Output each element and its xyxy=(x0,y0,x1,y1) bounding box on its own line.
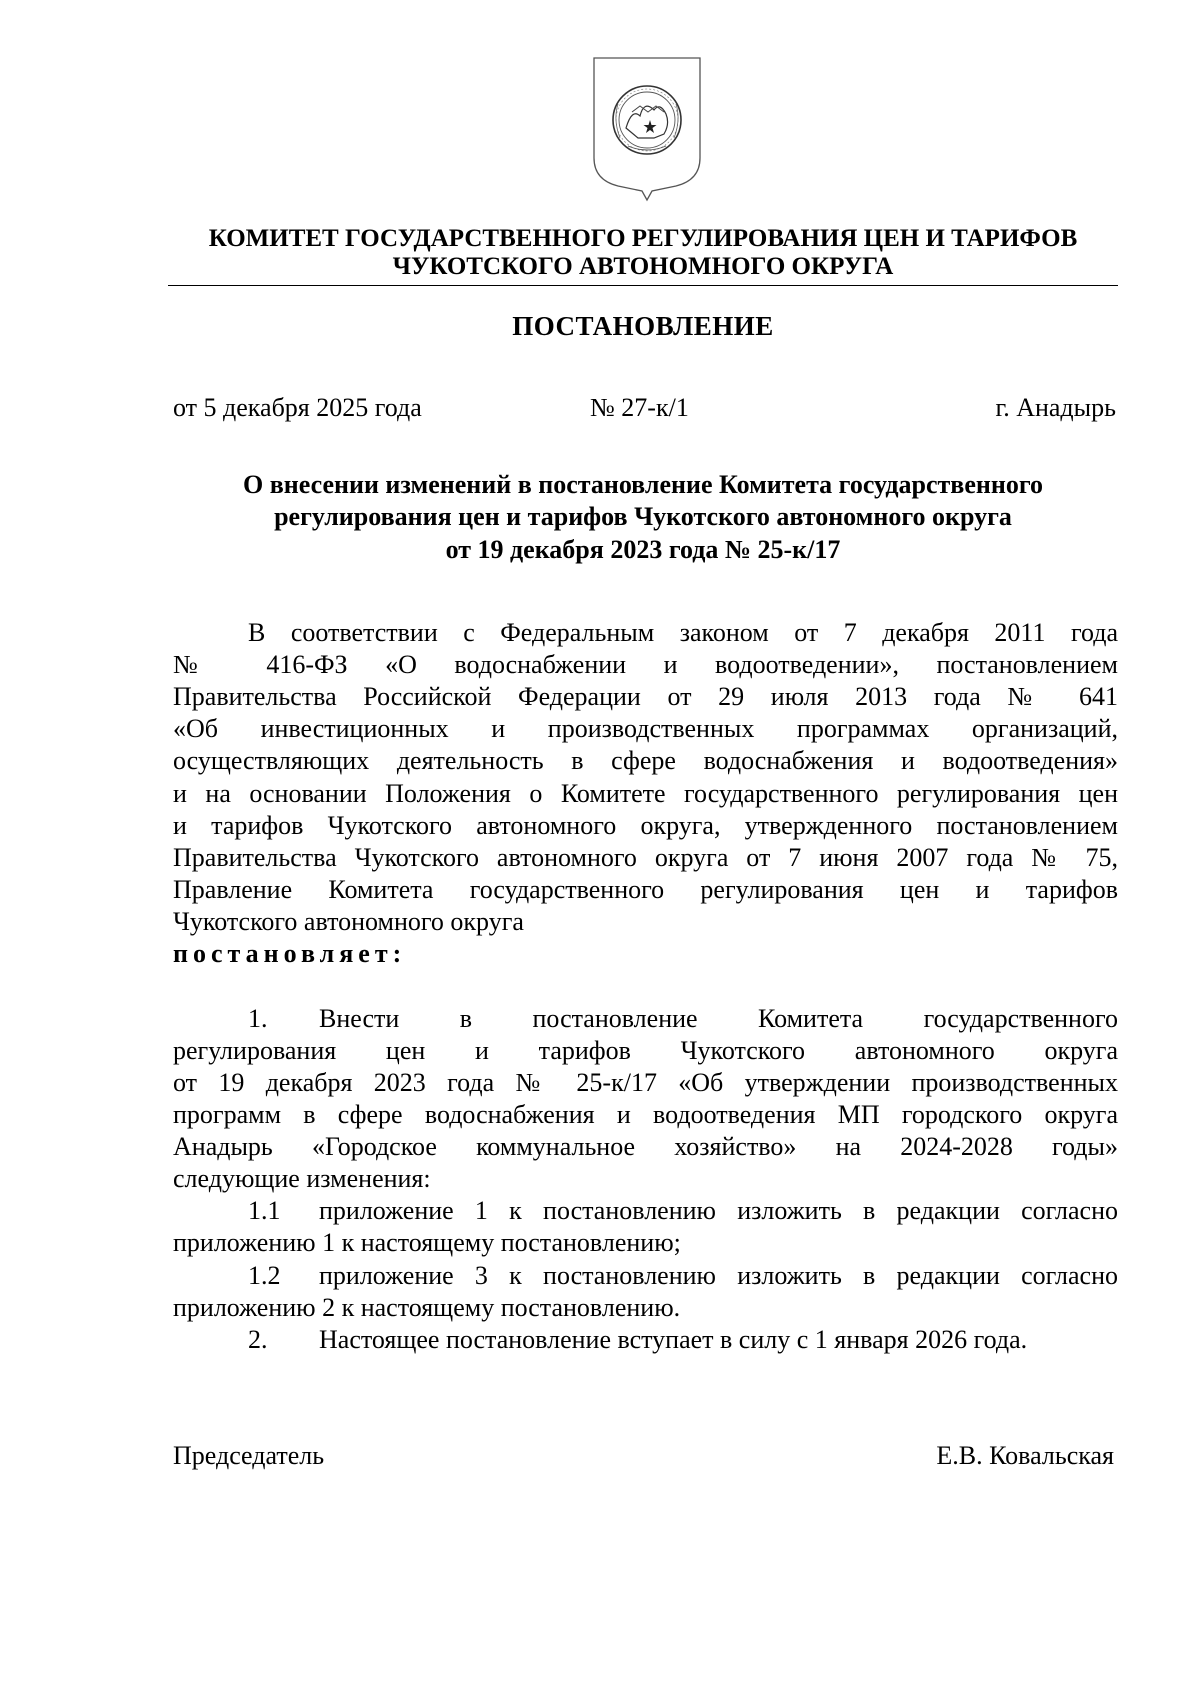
preamble-line: Правительства Чукотского автономного округа от 7 июня 2007 года № 75, xyxy=(173,843,1118,872)
item-1-line: следующие изменения: xyxy=(173,1164,431,1193)
org-name-line2: ЧУКОТСКОГО АВТОНОМНОГО ОКРУГА xyxy=(392,253,894,280)
preamble-line: В соответствии с Федеральным законом от 7 декабря 2011 года xyxy=(248,618,1118,647)
item-text: Внести в постановление Комитета государственного xyxy=(319,1004,1118,1033)
document-title-line2: регулирования цен и тарифов Чукотского автономного округа xyxy=(274,502,1012,531)
item-2 xyxy=(173,1324,1118,1357)
item-number: 1.2 xyxy=(248,1261,281,1290)
item-text: Настоящее постановление вступает в силу с 1 января 2026 года. xyxy=(319,1325,1028,1354)
item-1-line: регулирования цен и тарифов Чукотского автономного округа xyxy=(173,1036,1118,1065)
item-1-1-line: приложению 1 к настоящему постановлению; xyxy=(173,1228,681,1257)
item-1 xyxy=(173,1003,1118,1036)
item-1-line: Анадырь «Городское коммунальное хозяйство» на 2024-2028 годы» xyxy=(173,1132,1118,1161)
preamble-line: Правление Комитета государственного регулирования цен и тарифов xyxy=(173,875,1118,904)
coat-of-arms-icon xyxy=(588,54,706,204)
preamble-line: Правительства Российской Федерации от 29 июля 2013 года № 641 xyxy=(173,682,1118,711)
item-number: 1. xyxy=(248,1004,268,1033)
signatory-position: Председатель xyxy=(173,1441,325,1470)
item-text: приложение 3 к постановлению изложить в редакции согласно xyxy=(319,1261,1118,1290)
resolves-word: постановляет: xyxy=(173,939,407,968)
item-number: 1.1 xyxy=(248,1196,281,1225)
item-1-1 xyxy=(173,1195,1118,1228)
signatory-name: Е.В. Ковальская xyxy=(936,1441,1114,1470)
item-number: 2. xyxy=(248,1325,268,1354)
item-text: приложение 1 к постановлению изложить в редакции согласно xyxy=(319,1196,1118,1225)
preamble-line: «Об инвестиционных и производственных программах организаций, xyxy=(173,714,1118,743)
item-1-2-line: приложению 2 к настоящему постановлению. xyxy=(173,1293,681,1322)
document-title-line3: от 19 декабря 2023 года № 25-к/17 xyxy=(445,535,841,564)
document-title-line1: О внесении изменений в постановление Комитета государственного xyxy=(242,470,1044,499)
preamble-line: и на основании Положения о Комитете государственного регулирования цен xyxy=(173,779,1118,808)
preamble-line: Чукотского автономного округа xyxy=(173,907,524,936)
org-name-line1: КОМИТЕТ ГОСУДАРСТВЕННОГО РЕГУЛИРОВАНИЯ ЦЕН И ТАРИФОВ xyxy=(208,225,1078,252)
document-number: № 27-к/1 xyxy=(590,393,689,422)
item-1-line: программ в сфере водоснабжения и водоотведения МП городского округа xyxy=(173,1100,1118,1129)
item-1-line: от 19 декабря 2023 года № 25-к/17 «Об утверждении производственных xyxy=(173,1068,1118,1097)
preamble-line: осуществляющих деятельность в сфере водоснабжения и водоотведения» xyxy=(173,746,1118,775)
document-date: от 5 декабря 2025 года xyxy=(173,393,422,422)
header-divider xyxy=(168,285,1118,286)
preamble-line: и тарифов Чукотского автономного округа, утвержденного постановлением xyxy=(173,811,1118,840)
item-1-2 xyxy=(173,1260,1118,1293)
preamble-line: № 416-ФЗ «О водоснабжении и водоотведении», постановлением xyxy=(173,650,1118,679)
document-city: г. Анадырь xyxy=(995,393,1116,422)
document-type: ПОСТАНОВЛЕНИЕ xyxy=(512,311,774,341)
